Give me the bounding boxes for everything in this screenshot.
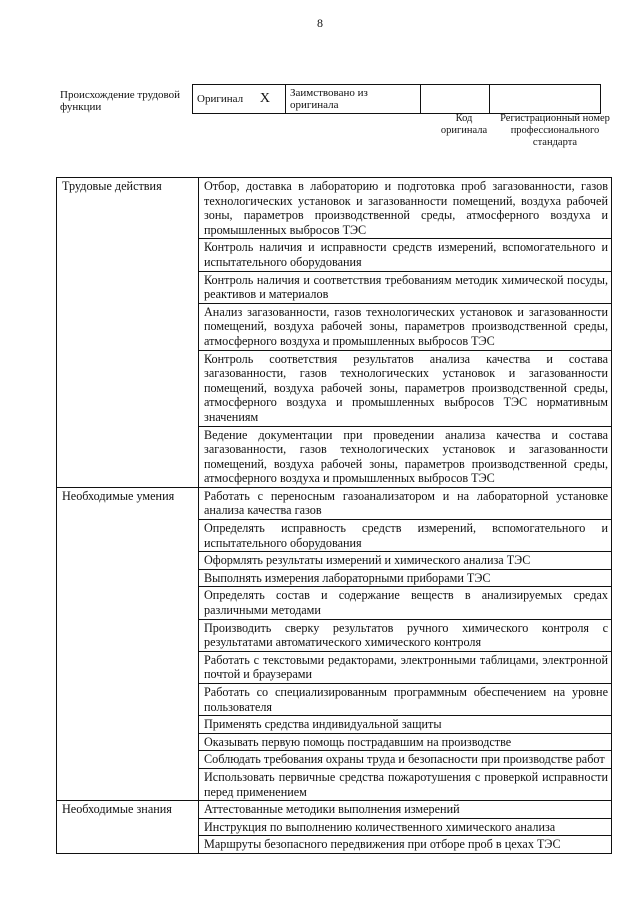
table-row (57, 836, 612, 854)
labor-action-item: Контроль наличия и исправности средств измерений, вспомогательного и испытательного оборудования (199, 239, 612, 271)
labor-actions-label: Трудовые действия (57, 178, 199, 239)
original-cell (193, 85, 286, 114)
table-row (57, 569, 612, 587)
labor-action-item: Отбор, доставка в лабораторию и подготовка проб загазованности, газов технологических установок и загазованности помещений, воздуха рабочей зоны, параметров производственной среды, атмосферного воздуха и промышленных выбросов ТЭС (199, 178, 612, 239)
table-row (57, 801, 612, 819)
origin-label: Происхождение трудовой функции (60, 89, 181, 113)
borrowed-cell: Заимствовано из оригинала (286, 85, 421, 114)
reg-number-caption: Регистрационный номер профессионального стандарта (500, 113, 610, 148)
knowledge-item: Инструкция по выполнению количественного химического анализа (199, 818, 612, 836)
page-number: 8 (317, 16, 323, 30)
table-row (57, 651, 612, 683)
table-row (57, 684, 612, 716)
skill-item: Соблюдать требования охраны труда и безопасности при производстве работ (199, 751, 612, 769)
labor-action-item: Контроль наличия и соответствия требованиям методик химической посуды, реактивов и материалов (199, 271, 612, 303)
table-row (57, 239, 612, 271)
skill-item: Оформлять результаты измерений и химического анализа ТЭС (199, 552, 612, 570)
table-row (57, 619, 612, 651)
code-cell (421, 85, 490, 114)
table-row (57, 178, 612, 239)
function-table (56, 177, 612, 854)
table-row (57, 587, 612, 619)
labor-action-item: Анализ загазованности, газов технологических установок и загазованности помещений, воздуха рабочей зоны, параметров производственной среды, атмосферного воздуха и промышленных выбросов ТЭС (199, 303, 612, 350)
skill-item: Определять состав и содержание веществ в анализируемых средах различными методами (199, 587, 612, 619)
knowledge-item: Аттестованные методики выполнения измерений (199, 801, 612, 819)
original-label: Оригинал (197, 93, 244, 105)
original-mark: X (259, 91, 270, 106)
table-row (57, 520, 612, 552)
skill-item: Работать с текстовыми редакторами, электронными таблицами, электронной почтой и браузерами (199, 651, 612, 683)
skill-item: Оказывать первую помощь пострадавшим на производстве (199, 733, 612, 751)
knowledge-item: Маршруты безопасного передвижения при отборе проб в цехах ТЭС (199, 836, 612, 854)
table-row (57, 552, 612, 570)
table-row (57, 350, 612, 426)
required-knowledge-label: Необходимые знания (57, 801, 199, 819)
table-row (57, 818, 612, 836)
skill-item: Определять исправность средств измерений, вспомогательного и испытательного оборудования (199, 520, 612, 552)
skill-item: Производить сверку результатов ручного химического контроля с результатами автоматического химического контроля (199, 619, 612, 651)
table-row (57, 733, 612, 751)
skill-item: Применять средства индивидуальной защиты (199, 716, 612, 734)
code-caption: Код оригинала (440, 113, 488, 136)
labor-action-item: Контроль соответствия результатов анализа качества и состава загазованности, газов технологических установок и загазованности помещений, воздуха рабочей зоны, параметров производственной среды, атмосферного воздуха и промышленных выбросов ТЭС нормативным значениям (199, 350, 612, 426)
origin-table (192, 84, 601, 114)
table-row (57, 768, 612, 800)
table-row (57, 303, 612, 350)
table-row (57, 716, 612, 734)
skill-item: Работать со специализированным программным обеспечением на уровне пользователя (199, 684, 612, 716)
table-row (57, 487, 612, 519)
skill-item: Использовать первичные средства пожаротушения с проверкой исправности перед применением (199, 768, 612, 800)
reg-number-cell (490, 85, 601, 114)
table-row (57, 426, 612, 487)
labor-action-item: Ведение документации при проведении анализа качества и состава загазованности, газов технологических установок и загазованности помещений, воздуха рабочей зоны, параметров производственной среды, атмосферного воздуха и промышленных выбросов ТЭС (199, 426, 612, 487)
skill-item: Выполнять измерения лабораторными приборами ТЭС (199, 569, 612, 587)
skill-item: Работать с переносным газоанализатором и на лабораторной установке анализа качества газов (199, 487, 612, 519)
required-skills-label: Необходимые умения (57, 487, 199, 519)
table-row (57, 271, 612, 303)
table-row (57, 751, 612, 769)
